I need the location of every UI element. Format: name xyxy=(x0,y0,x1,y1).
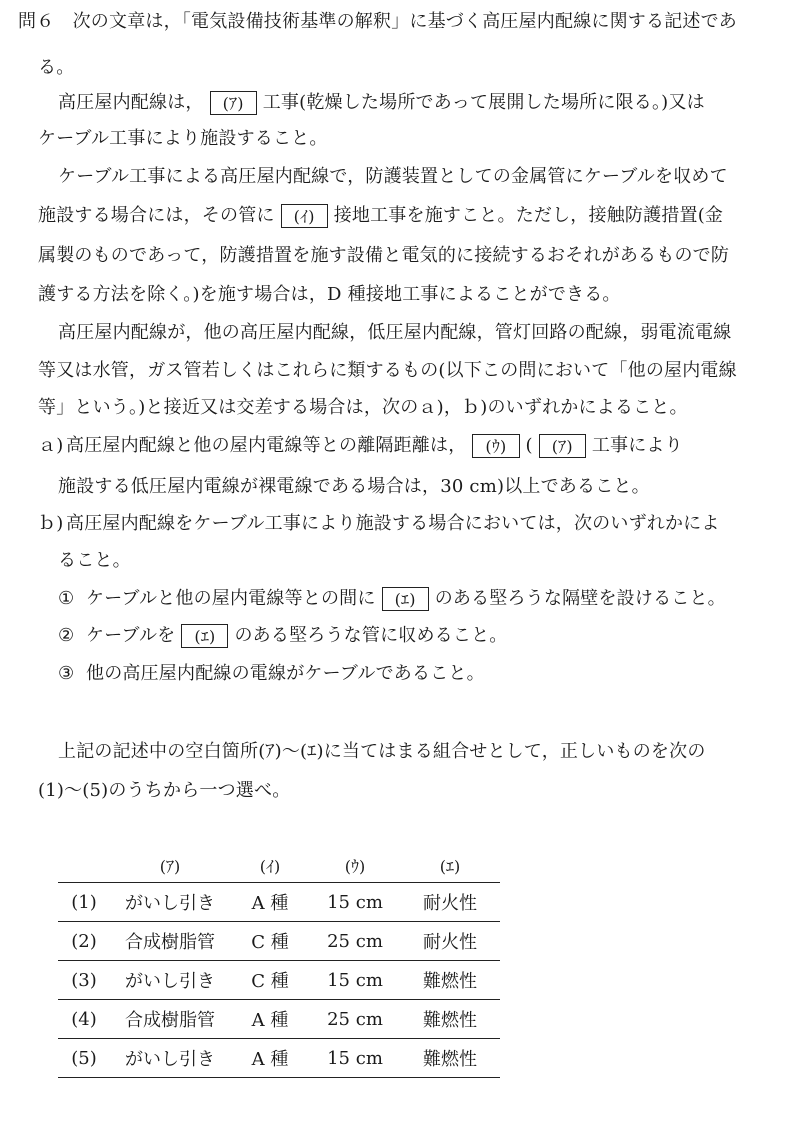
choices-table xyxy=(58,848,500,1078)
table-cell: 難燃性 xyxy=(400,961,500,1000)
instruction-line-1: 上記の記述中の空白箇所(ｱ)～(ｴ)に当てはまる組合せとして，正しいものを次の xyxy=(58,741,706,762)
table-cell: 合成樹脂管 xyxy=(110,1000,230,1039)
paragraph-1-line-2: ケーブル工事により施設すること。 xyxy=(38,128,328,149)
paragraph-2-line-4: 護する方法を除く。)を施す場合は，D 種接地工事によることができる。 xyxy=(38,284,621,305)
blank-e-1: (ｴ) xyxy=(382,587,429,611)
paragraph-2-line-3: 属製のものであって，防護措置を施す設備と電気的に接続するおそれがあるもので防 xyxy=(38,245,730,266)
table-cell: 15 cm xyxy=(310,1039,400,1078)
table-header xyxy=(58,848,110,883)
table-cell: A 種 xyxy=(230,1000,310,1039)
table-cell: A 種 xyxy=(230,883,310,922)
table-cell: がいし引き xyxy=(110,961,230,1000)
table-cell: C 種 xyxy=(230,922,310,961)
table-header-row xyxy=(58,848,500,883)
question-intro: 次の文章は，「電気設備技術基準の解釈」に基づく高圧屋内配線に関する記述であ xyxy=(72,11,738,32)
item-b-line-2: ること。 xyxy=(58,550,131,571)
item-a-line-1: ａ) 高圧屋内配線と他の屋内電線等との離隔距離は， (ｳ) ( (ｱ) 工事により xyxy=(38,435,683,456)
table-header: (ｴ) xyxy=(400,848,500,883)
table-cell: 25 cm xyxy=(310,922,400,961)
table-cell: 合成樹脂管 xyxy=(110,922,230,961)
paragraph-1-line-1: 高圧屋内配線は， (ｱ) 工事(乾燥した場所であって展開した場所に限る。)又は xyxy=(58,92,705,113)
sub-item-3: ③ 他の高圧屋内配線の電線がケーブルであること。 xyxy=(58,663,485,684)
table-cell: 15 cm xyxy=(310,961,400,1000)
table-cell: A 種 xyxy=(230,1039,310,1078)
blank-u: (ｳ) xyxy=(472,434,519,458)
paragraph-2-line-2: 施設する場合には，その管に (ｲ) 接地工事を施すこと。ただし，接触防護措置(金 xyxy=(38,205,724,226)
blank-i: (ｲ) xyxy=(281,204,328,228)
table-cell: 難燃性 xyxy=(400,1039,500,1078)
table-row xyxy=(58,1039,500,1078)
table-header: (ｱ) xyxy=(110,848,230,883)
blank-a: (ｱ) xyxy=(210,91,257,115)
choice-number: (5) xyxy=(58,1039,110,1078)
sub-item-1: ① ケーブルと他の屋内電線等との間に (ｴ) のある堅ろうな隔壁を設けること。 xyxy=(58,588,726,609)
table-row xyxy=(58,961,500,1000)
table-cell: 耐火性 xyxy=(400,922,500,961)
paragraph-3-line-2: 等又は水管，ガス管若しくはこれらに類するもの(以下この問において「他の屋内電線 xyxy=(38,360,737,381)
table-cell: 25 cm xyxy=(310,1000,400,1039)
instruction-line-2: (1)～(5)のうちから一つ選べ。 xyxy=(38,780,291,801)
question-line-1 xyxy=(18,10,737,34)
table-header: (ｳ) xyxy=(310,848,400,883)
item-a-marker: ａ) xyxy=(38,435,64,456)
sub-item-2: ② ケーブルを (ｴ) のある堅ろうな管に収めること。 xyxy=(58,625,508,646)
table-cell: 難燃性 xyxy=(400,1000,500,1039)
question-line-2: る。 xyxy=(38,57,75,78)
table-cell: がいし引き xyxy=(110,1039,230,1078)
choice-number: (1) xyxy=(58,883,110,922)
table-cell: C 種 xyxy=(230,961,310,1000)
item-b-line-1: ｂ) 高圧屋内配線をケーブル工事により施設する場合においては，次のいずれかによ xyxy=(38,513,720,534)
paragraph-3-line-3: 等」という。)と接近又は交差する場合は，次のａ)，ｂ)のいずれかによること。 xyxy=(38,397,688,418)
choice-number: (4) xyxy=(58,1000,110,1039)
table-cell: 耐火性 xyxy=(400,883,500,922)
paragraph-3-line-1: 高圧屋内配線が，他の高圧屋内配線，低圧屋内配線，管灯回路の配線，弱電流電線 xyxy=(58,322,732,343)
table-cell: 15 cm xyxy=(310,883,400,922)
table-header: (ｲ) xyxy=(230,848,310,883)
paragraph-2-line-1: ケーブル工事による高圧屋内配線で，防護装置としての金属管にケーブルを収めて xyxy=(58,166,728,187)
item-b-marker: ｂ) xyxy=(38,513,64,534)
table-cell: がいし引き xyxy=(110,883,230,922)
table-row xyxy=(58,1000,500,1039)
choice-number: (2) xyxy=(58,922,110,961)
blank-a-repeat: (ｱ) xyxy=(539,434,586,458)
blank-e-2: (ｴ) xyxy=(181,624,228,648)
question-number: 問６ xyxy=(18,11,55,32)
item-a-line-2: 施設する低圧屋内電線が裸電線である場合は，30 cm)以上であること。 xyxy=(58,476,650,497)
choice-number: (3) xyxy=(58,961,110,1000)
table-row xyxy=(58,883,500,922)
table-row xyxy=(58,922,500,961)
